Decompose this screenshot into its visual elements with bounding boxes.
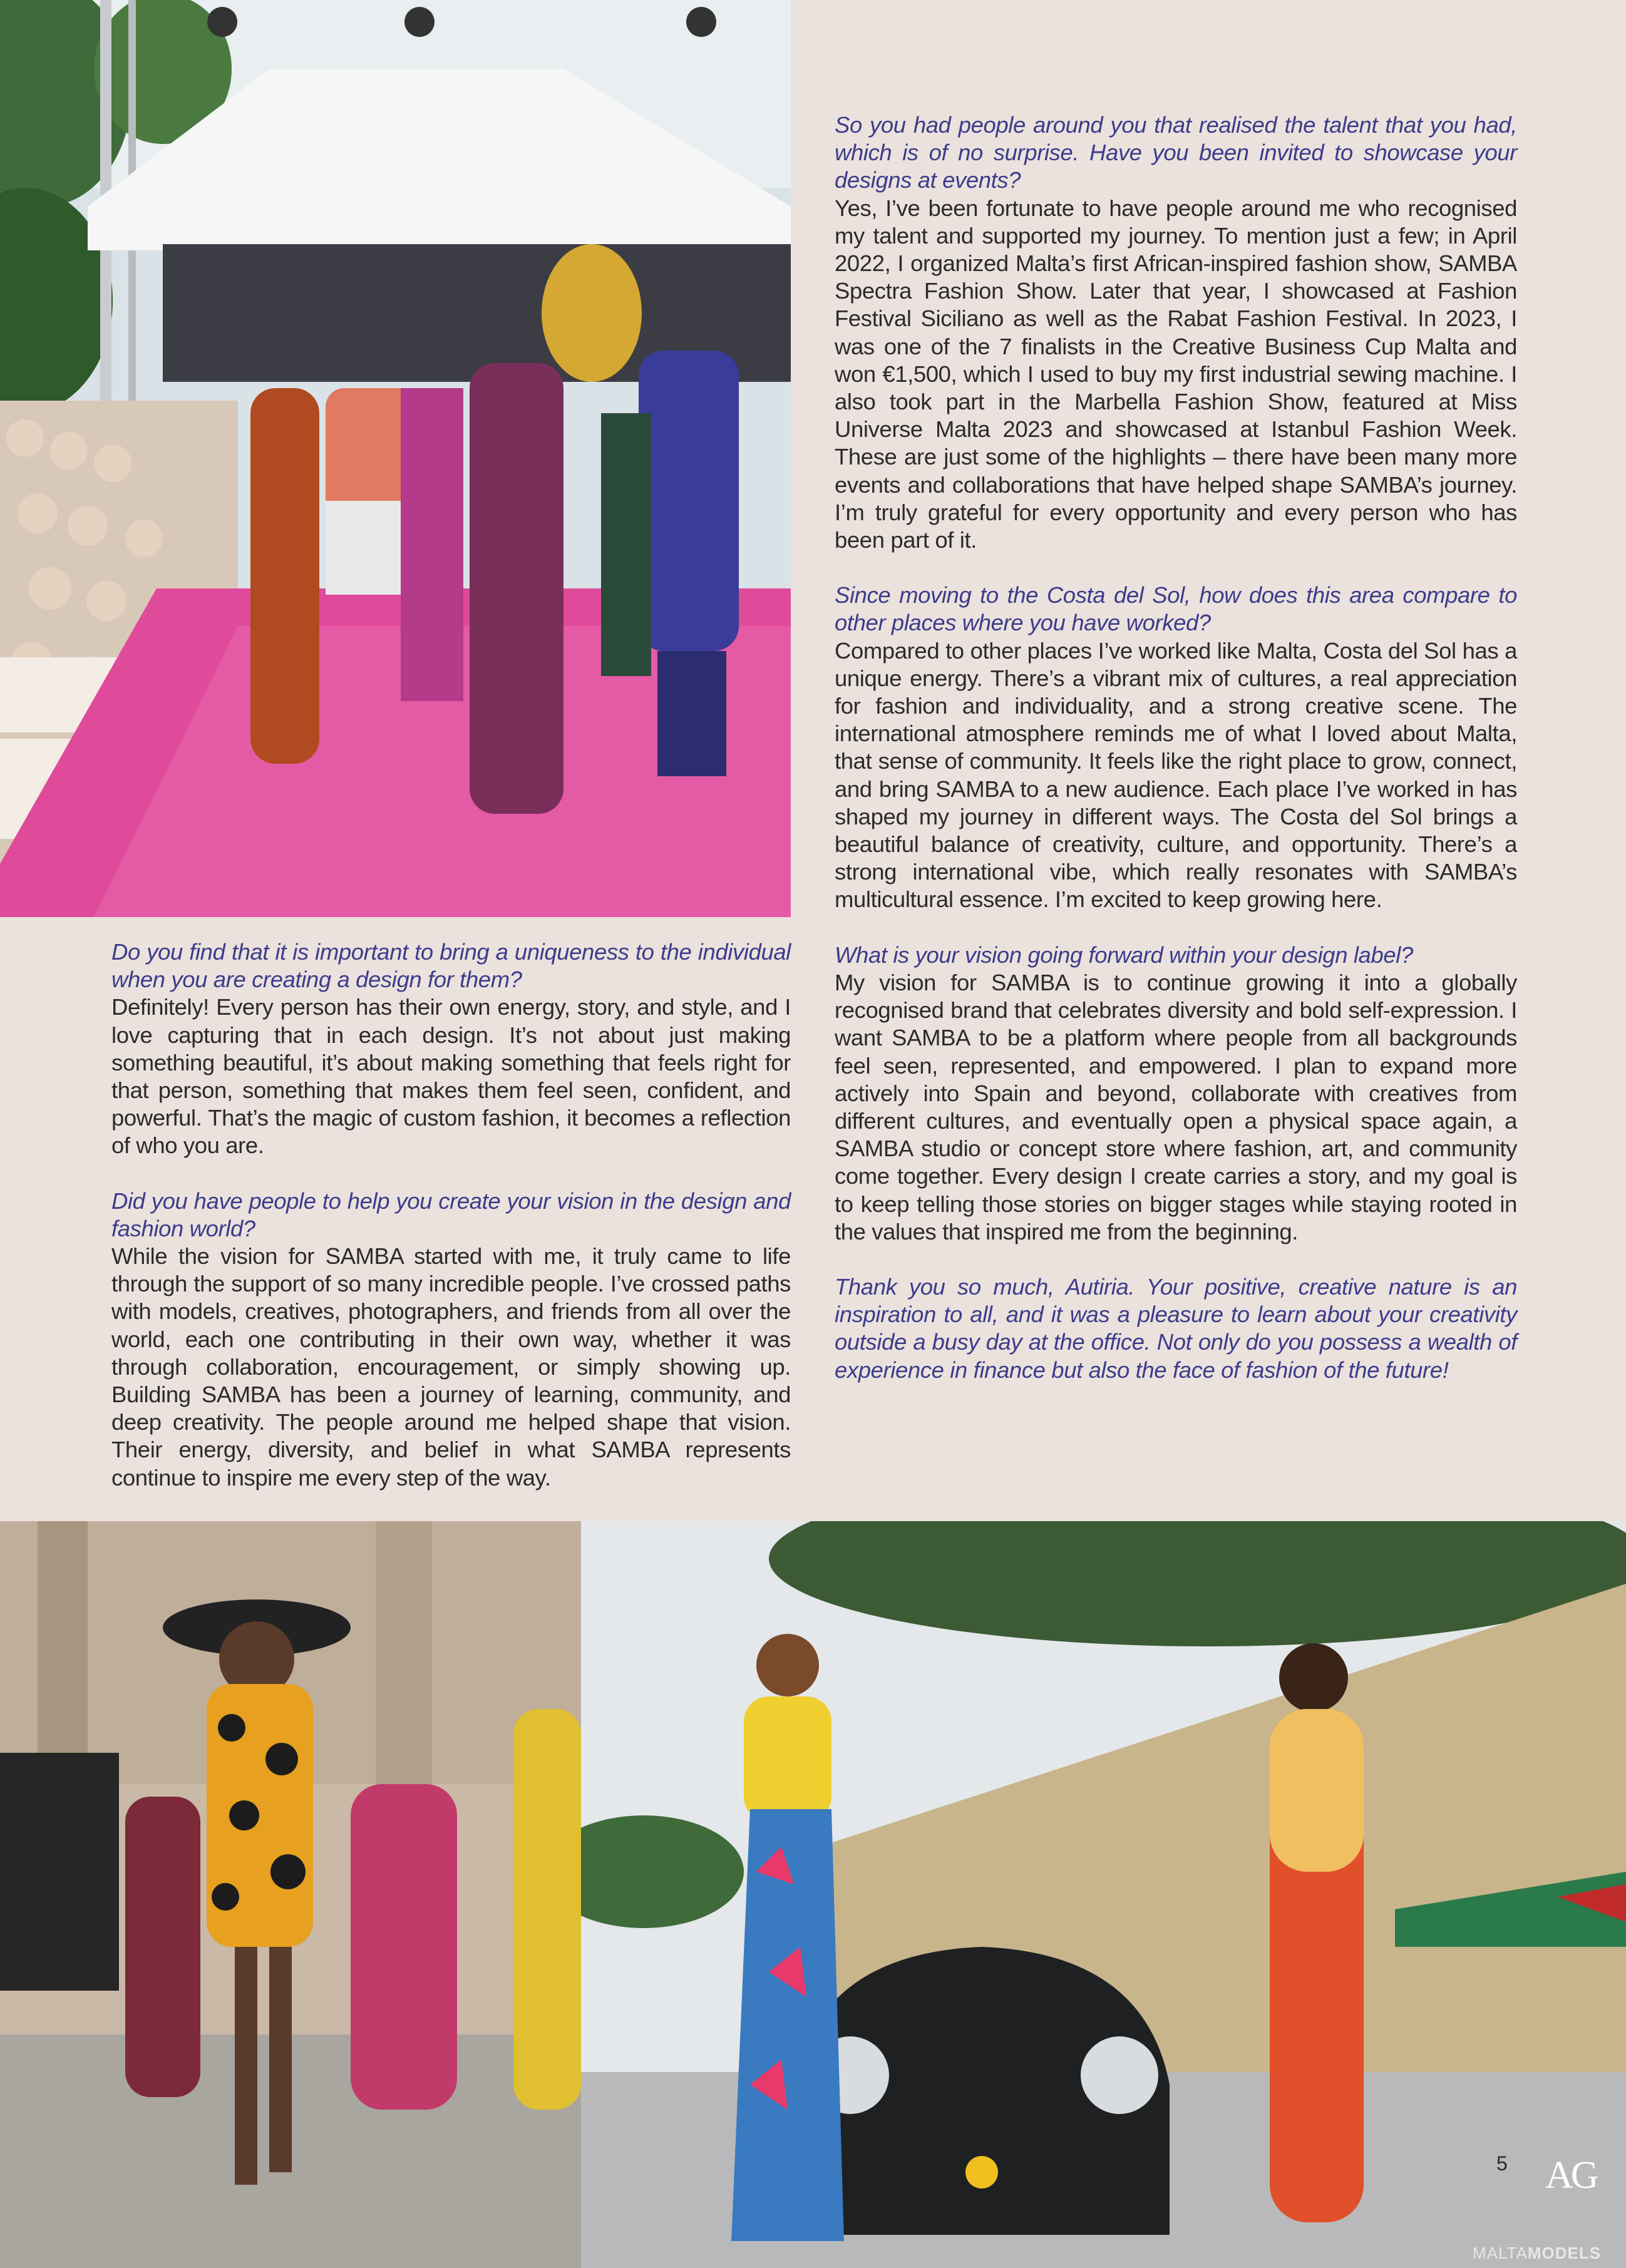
runway-photo-illustration [0,0,791,917]
right-answer-vision: My vision for SAMBA is to continue growing it into a globally recognised brand that celebrates diversity and bold self-expression. I want SAMBA to be a platform where people from all backgrounds feel seen, represented, and empowered. I plan to expand more actively into Spain and beyond, collaborate with creatives from different cultures, and eventually open a physical space again, a SAMBA studio or concept store where fashion, art, and community come together. Every design I create carries a story, and my goal is to keep telling those stories on bigger stages while staying rooted in the values that inspired me from the beginning. [835,969,1517,1244]
paragraph-gap [111,1160,791,1188]
car-models-photo [581,1521,1626,2268]
right-answer-costa-del-sol: Compared to other places I’ve worked like Malta, Costa del Sol has a unique energy. There’s a vibrant mix of cultures, a real appreciation for fashion and individuality, and a strong creative scene. The international atmosphere reminds me of what I loved about Malta, that sense of community. It feels like the right place to grow, connect, and bring SAMBA to a new audience. Each place I’ve worked in has shaped my journey in different ways. The Costa del Sol brings a beautiful balance of creativity, culture, and opportunity. There’s a strong international vibe, which really resonates with SAMBA’s multicultural essence. I’m excited to keep growing here. [835,637,1517,913]
left-column [111,938,791,1492]
brand-part-malta: MALTA [1473,2244,1528,2262]
model-hat-photo [0,1521,581,2268]
left-answer-people: While the vision for SAMBA started with me, it truly came to life through the support of so many incredible people. I’ve crossed paths with models, creatives, photographers, and friends from all over the world, each one contributing in their own way, whether it was through collaboration, encouragement, or simply showing up. Building SAMBA has been a journey of learning, community, and deep creativity. The people around me helped shape that vision. Their energy, diversity, and belief in what SAMBA represents continue to inspire me every step of the way. [111,1243,791,1491]
right-answer-events: Yes, I’ve been fortunate to have people around me who recognised my talent and supported my journey. To mention just a few; in April 2022, I organized Malta’s first African-inspired fashion show, SAMBA Spectra Fashion Show. Later that year, I showcased at Fashion Festival Siciliano as well as the Rabat Fashion Festival. In 2023, I was one of the 7 finalists in the Creative Business Cup Malta and won €1,500, which I used to buy my first industrial sewing machine. I also took part in the Marbella Fashion Show, featured at Miss Universe Malta 2023 and showcased at Istanbul Fashion Week. These are just some of the highlights – there have been many more events and collaborations that have helped shape SAMBA’s journey. I’m truly grateful for every opportunity and every person who has been part of it. [835,195,1517,553]
model-hat-photo-illustration [0,1521,581,2268]
runway-photo [0,0,791,917]
right-question-costa-del-sol: Since moving to the Costa del Sol, how does this area compare to other places where you have worked? [835,582,1517,636]
malta-models-brand [1473,2244,1601,2263]
brand-part-models: MODELS [1527,2244,1602,2262]
right-question-events: So you had people around you that realised the talent that you had, which is of no surprise. Have you been invited to showcase your designs at events? [835,112,1517,193]
left-answer-uniqueness: Definitely! Every person has their own energy, story, and style, and I love capturing that in each design. It’s not about just making something beautiful, it’s about making something that feels right for that person, something that makes them feel seen, confident, and powerful. That’s the magic of custom fashion, it becomes a reflection of who you are. [111,994,791,1159]
paragraph-gap [835,914,1517,942]
page-number: 5 [1496,2152,1508,2175]
left-question-uniqueness: Do you find that it is important to bring a uniqueness to the individual when you are creating a design for them? [111,939,791,993]
left-question-people: Did you have people to help you create your vision in the design and fashion world? [111,1188,791,1241]
right-question-vision: What is your vision going forward within your design label? [835,942,1413,968]
car-models-photo-illustration [581,1521,1626,2268]
right-column [835,111,1517,1384]
ag-logo: AG [1545,2154,1597,2197]
paragraph-gap [835,554,1517,582]
paragraph-gap [835,1246,1517,1273]
closing-remark: Thank you so much, Autiria. Your positive, creative nature is an inspiration to all, and it was a pleasure to learn about your creativity outside a busy day at the office. Not only do you possess a wealth of experience in finance but also the face of fashion of the future! [835,1273,1517,1383]
